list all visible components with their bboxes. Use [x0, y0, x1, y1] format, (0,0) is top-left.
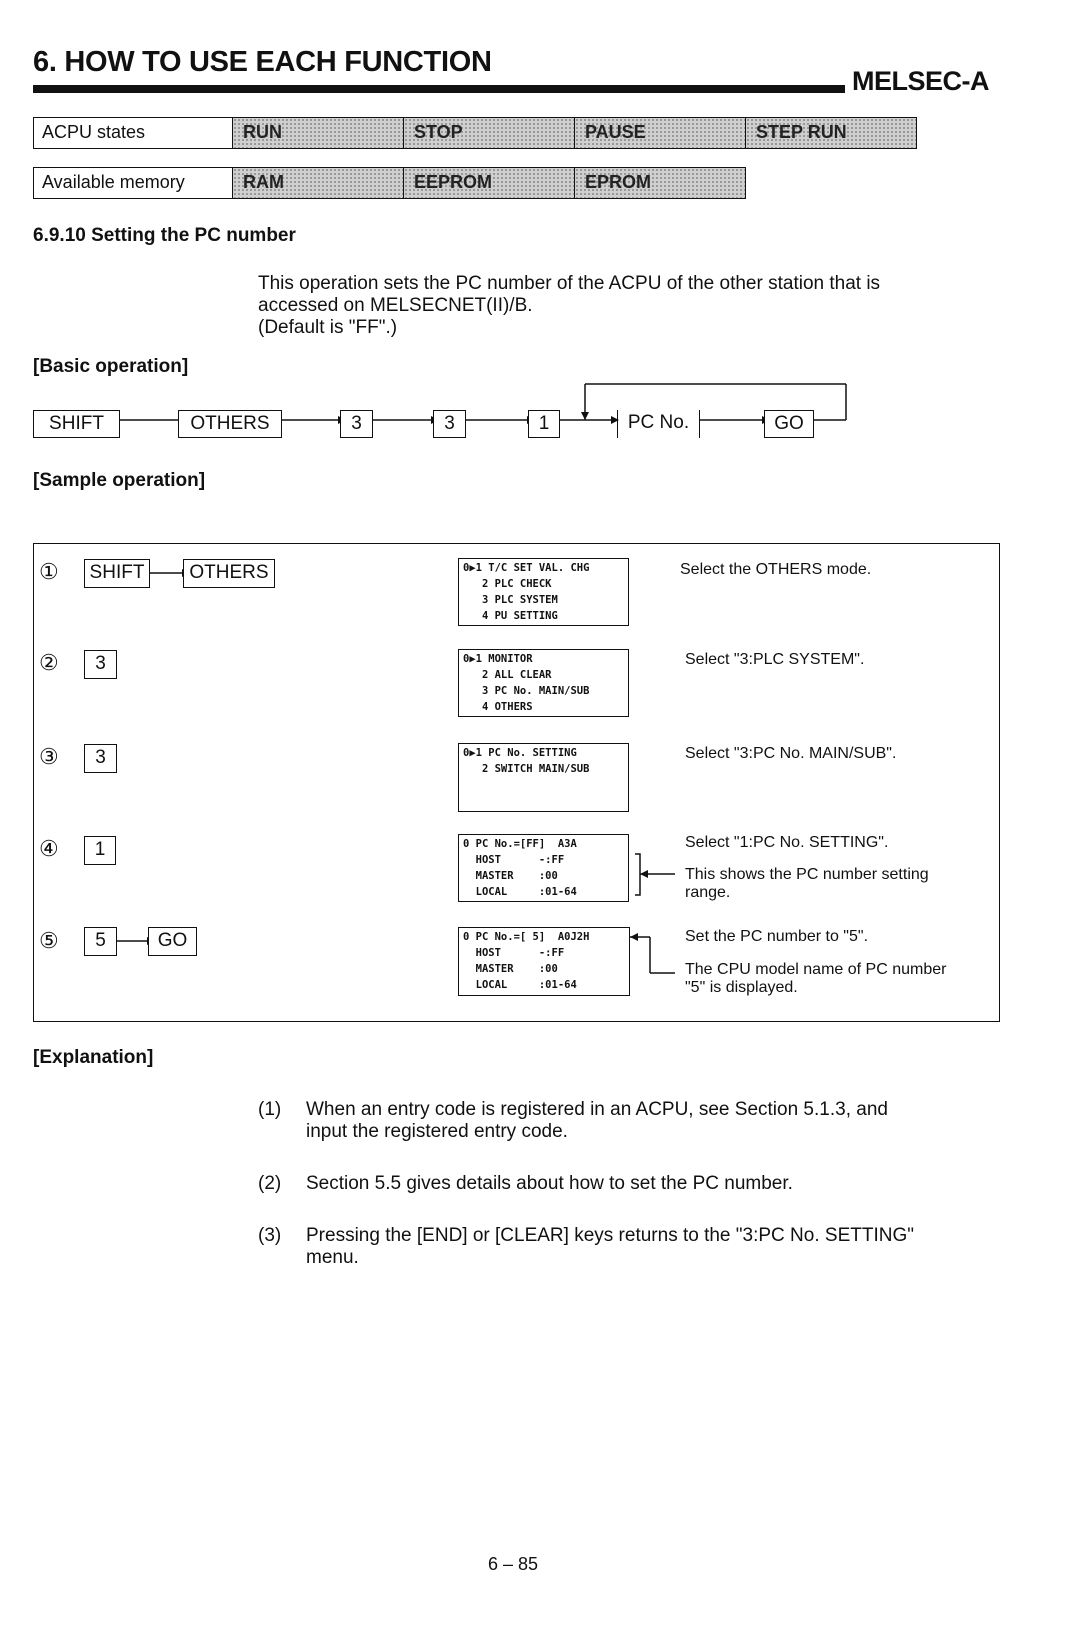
lcd-line: 0▶1 MONITOR: [463, 653, 533, 665]
key-3: 3: [84, 744, 117, 773]
lcd-line: 0 PC No.=[ 5] A0J2H: [463, 931, 590, 943]
note-line: This shows the PC number setting: [685, 866, 929, 883]
lcd-line: MASTER :00: [463, 963, 558, 975]
section-title: 6.9.10 Setting the PC number: [33, 225, 296, 246]
lcd-screen: [458, 927, 630, 996]
lcd-line: 3 PLC SYSTEM: [463, 594, 558, 606]
lcd-screen: [458, 649, 629, 717]
step-marker: ⑤: [39, 928, 59, 953]
item-number: (3): [258, 1225, 282, 1246]
key-1: 1: [528, 410, 560, 438]
shift-key: SHIFT: [33, 410, 120, 438]
go-key: GO: [148, 927, 197, 956]
key-3: 3: [433, 410, 466, 438]
item-text: input the registered entry code.: [306, 1121, 568, 1142]
memory-eeprom: EEPROM: [404, 167, 575, 199]
item-text: Section 5.5 gives details about how to set the PC number.: [306, 1173, 793, 1194]
shift-key: SHIFT: [84, 559, 150, 588]
go-key: GO: [764, 410, 814, 438]
key-3: 3: [84, 650, 117, 679]
explanation-heading: [Explanation]: [33, 1047, 154, 1068]
explanation-item: [258, 1173, 1008, 1195]
memory-ram: RAM: [233, 167, 404, 199]
step-description: Set the PC number to "5".: [685, 928, 869, 945]
lcd-line: 2 SWITCH MAIN/SUB: [463, 763, 590, 775]
item-number: (2): [258, 1173, 282, 1194]
lcd-screen: [458, 558, 629, 626]
lcd-line: 4 OTHERS: [463, 701, 533, 713]
page-number: 6 – 85: [488, 1554, 539, 1574]
step-marker: ③: [39, 744, 59, 769]
lcd-line: 2 PLC CHECK: [463, 578, 552, 590]
acpu-states-label: ACPU states: [33, 117, 233, 149]
lcd-screen: [458, 743, 629, 812]
state-step-run: STEP RUN: [746, 117, 917, 149]
basic-operation-heading: [Basic operation]: [33, 356, 189, 377]
key-3: 3: [340, 410, 373, 438]
step-description: Select "3:PC No. MAIN/SUB".: [685, 745, 897, 762]
sample-operation-heading: [Sample operation]: [33, 470, 206, 491]
explanation-item: [258, 1225, 1008, 1269]
others-key: OTHERS: [183, 559, 275, 588]
step-marker: ④: [39, 836, 59, 861]
item-text: menu.: [306, 1247, 359, 1268]
item-text: Pressing the [END] or [CLEAR] keys returns to the "3:PC No. SETTING": [306, 1225, 914, 1246]
note-line: "5" is displayed.: [685, 979, 798, 996]
lcd-line: 0 PC No.=[FF] A3A: [463, 838, 577, 850]
note-line: range.: [685, 884, 731, 901]
item-number: (1): [258, 1099, 282, 1120]
lcd-line: HOST -:FF: [463, 947, 565, 959]
lcd-line: LOCAL :01-64: [463, 886, 577, 898]
state-stop: STOP: [404, 117, 575, 149]
note-line: The CPU model name of PC number: [685, 961, 947, 978]
step-marker: ②: [39, 650, 59, 675]
lcd-line: 3 PC No. MAIN/SUB: [463, 685, 590, 697]
lcd-line: 2 ALL CLEAR: [463, 669, 552, 681]
others-key: OTHERS: [178, 410, 282, 438]
intro-line: accessed on MELSECNET(II)/B.: [258, 295, 533, 316]
explanation-item: [258, 1099, 1008, 1143]
lcd-line: HOST -:FF: [463, 854, 565, 866]
intro-line: (Default is "FF".): [258, 317, 398, 338]
lcd-line: 0▶1 T/C SET VAL. CHG: [463, 562, 590, 574]
pc-no-input: PC No.: [617, 410, 700, 438]
available-memory-label: Available memory: [33, 167, 233, 199]
key-5: 5: [84, 927, 117, 956]
step-description: Select the OTHERS mode.: [680, 561, 872, 578]
lcd-screen: [458, 834, 629, 902]
key-1: 1: [84, 836, 116, 865]
lcd-line: MASTER :00: [463, 870, 558, 882]
item-text: When an entry code is registered in an ACPU, see Section 5.1.3, and: [306, 1099, 888, 1120]
memory-eprom: EPROM: [575, 167, 746, 199]
chapter-title: 6. HOW TO USE EACH FUNCTION: [33, 46, 492, 78]
state-run: RUN: [233, 117, 404, 149]
state-pause: PAUSE: [575, 117, 746, 149]
lcd-line: 4 PU SETTING: [463, 610, 558, 622]
lcd-line: 0▶1 PC No. SETTING: [463, 747, 577, 759]
step-description: Select "1:PC No. SETTING".: [685, 834, 889, 851]
lcd-line: LOCAL :01-64: [463, 979, 577, 991]
brand-name: MELSEC-A: [852, 66, 989, 96]
step-note: [685, 961, 946, 997]
step-marker: ①: [39, 559, 59, 584]
step-note: [685, 866, 929, 902]
intro-line: This operation sets the PC number of the ACPU of the other station that is: [258, 273, 881, 294]
step-description: Select "3:PLC SYSTEM".: [685, 651, 865, 668]
